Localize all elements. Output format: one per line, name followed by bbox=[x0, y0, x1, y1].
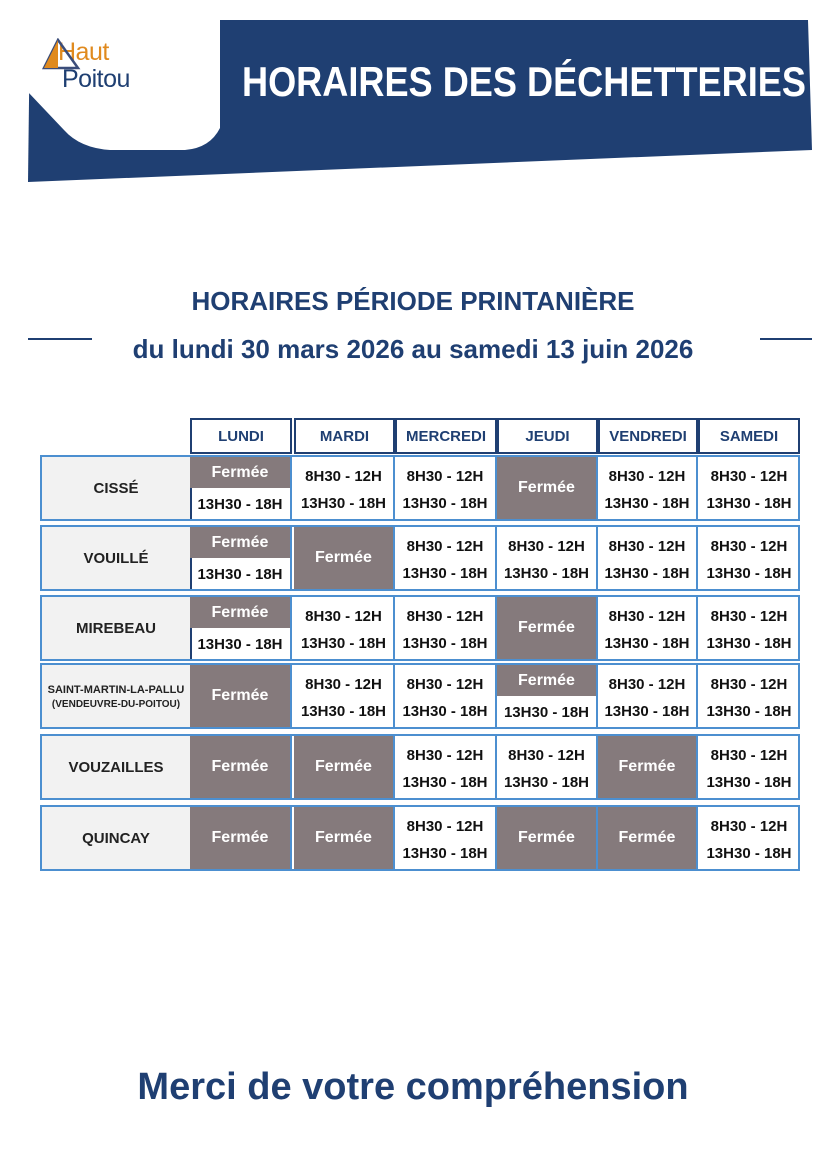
closed-label: Fermée bbox=[497, 807, 596, 869]
morning-hours: 8H30 - 12H bbox=[305, 467, 382, 485]
schedule-cell bbox=[294, 736, 395, 798]
schedule-cell bbox=[294, 457, 395, 519]
schedule-cell bbox=[294, 597, 395, 659]
morning-hours: 8H30 - 12H bbox=[406, 746, 484, 764]
afternoon-hours: 13H30 - 18H bbox=[706, 844, 792, 862]
afternoon-hours: 13H30 - 18H bbox=[604, 634, 690, 652]
afternoon-hours: 13H30 - 18H bbox=[706, 702, 792, 720]
morning-hours: 8H30 - 12H bbox=[508, 537, 585, 555]
closed-label: Fermée bbox=[598, 736, 696, 798]
closed-label: Fermée bbox=[497, 597, 596, 659]
closed-morning-label: Fermée bbox=[190, 457, 290, 488]
schedule-cell bbox=[698, 807, 800, 869]
afternoon-hours: 13H30 - 18H bbox=[604, 564, 690, 582]
afternoon-hours: 13H30 - 18H bbox=[604, 702, 690, 720]
afternoon-hours: 13H30 - 18H bbox=[503, 773, 590, 791]
site-name-cell bbox=[42, 527, 192, 589]
schedule-cell bbox=[190, 736, 292, 798]
morning-hours: 8H30 - 12H bbox=[710, 467, 788, 485]
closed-label: Fermée bbox=[190, 807, 290, 869]
schedule-cell bbox=[395, 597, 497, 659]
afternoon-hours: 13H30 - 18H bbox=[300, 702, 387, 720]
afternoon-hours: 13H30 - 18H bbox=[706, 564, 792, 582]
schedule-cell bbox=[497, 527, 598, 589]
closed-label: Fermée bbox=[294, 736, 393, 798]
schedule-cell bbox=[190, 665, 292, 727]
afternoon-hours: 13H30 - 18H bbox=[300, 634, 387, 652]
schedule-cell bbox=[395, 736, 497, 798]
thanks-message: Merci de votre compréhension bbox=[137, 1066, 689, 1108]
schedule-cell bbox=[190, 527, 292, 589]
afternoon-hours: 13H30 - 18H bbox=[706, 773, 792, 791]
afternoon-hours: 13H30 - 18H bbox=[706, 634, 792, 652]
afternoon-hours: 13H30 - 18H bbox=[402, 634, 488, 652]
site-name: MIREBEAU bbox=[75, 619, 156, 637]
site-name-cell bbox=[42, 807, 192, 869]
closed-label: Fermée bbox=[294, 527, 393, 589]
schedule-cell bbox=[395, 807, 497, 869]
day-header-0: LUNDI bbox=[190, 418, 292, 454]
morning-hours: 8H30 - 12H bbox=[710, 537, 788, 555]
schedule-cell bbox=[395, 527, 497, 589]
schedule-cell bbox=[395, 665, 497, 727]
morning-hours: 8H30 - 12H bbox=[710, 817, 788, 835]
site-name: CISSÉ bbox=[93, 479, 139, 497]
morning-hours: 8H30 - 12H bbox=[406, 467, 484, 485]
morning-hours: 8H30 - 12H bbox=[608, 675, 686, 693]
site-name-cell bbox=[42, 457, 192, 519]
morning-hours: 8H30 - 12H bbox=[710, 607, 788, 625]
afternoon-hours: 13H30 - 18H bbox=[197, 635, 283, 653]
schedule-cell bbox=[698, 527, 800, 589]
day-header-1: MARDI bbox=[294, 418, 395, 454]
schedule-cell bbox=[598, 665, 698, 727]
morning-hours: 8H30 - 12H bbox=[710, 675, 788, 693]
morning-hours: 8H30 - 12H bbox=[406, 675, 484, 693]
day-header-2: MERCREDI bbox=[395, 418, 497, 454]
schedule-cell bbox=[598, 527, 698, 589]
schedule-cell bbox=[395, 457, 497, 519]
afternoon-hours: 13H30 - 18H bbox=[503, 703, 590, 721]
morning-hours: 8H30 - 12H bbox=[406, 607, 484, 625]
morning-hours: 8H30 - 12H bbox=[710, 746, 788, 764]
closed-morning-label: Fermée bbox=[190, 527, 290, 558]
afternoon-hours: 13H30 - 18H bbox=[706, 494, 792, 512]
morning-hours: 8H30 - 12H bbox=[608, 537, 686, 555]
day-header-3: JEUDI bbox=[497, 418, 598, 454]
closed-label: Fermée bbox=[190, 665, 290, 727]
schedule-cell bbox=[497, 457, 598, 519]
schedule-cell bbox=[698, 665, 800, 727]
logo-poitou-text: Poitou bbox=[62, 65, 130, 93]
schedule-cell bbox=[698, 457, 800, 519]
afternoon-hours: 13H30 - 18H bbox=[402, 564, 488, 582]
afternoon-hours: 13H30 - 18H bbox=[197, 495, 283, 513]
logo-haut-text: Haut bbox=[58, 38, 109, 66]
afternoon-hours: 13H30 - 18H bbox=[503, 564, 590, 582]
schedule-cell bbox=[497, 665, 598, 727]
table-row bbox=[40, 525, 800, 591]
period-title: HORAIRES PÉRIODE PRINTANIÈRE bbox=[191, 286, 635, 316]
header-banner bbox=[0, 0, 826, 190]
table-row bbox=[40, 805, 800, 871]
closed-morning-label: Fermée bbox=[497, 665, 596, 696]
schedule-cell bbox=[497, 736, 598, 798]
afternoon-hours: 13H30 - 18H bbox=[300, 494, 387, 512]
site-name-cell bbox=[42, 597, 192, 659]
day-header-5: SAMEDI bbox=[698, 418, 800, 454]
morning-hours: 8H30 - 12H bbox=[305, 607, 382, 625]
schedule-cell bbox=[598, 457, 698, 519]
schedule-cell bbox=[190, 597, 292, 659]
schedule-cell bbox=[294, 807, 395, 869]
schedule-table bbox=[40, 418, 800, 878]
morning-hours: 8H30 - 12H bbox=[508, 746, 585, 764]
site-name: VOUILLÉ bbox=[83, 549, 149, 567]
table-row bbox=[40, 455, 800, 521]
afternoon-hours: 13H30 - 18H bbox=[604, 494, 690, 512]
afternoon-hours: 13H30 - 18H bbox=[402, 494, 488, 512]
afternoon-hours: 13H30 - 18H bbox=[197, 565, 283, 583]
site-subtitle: (VENDEUVRE-DU-POITOU) bbox=[51, 698, 181, 710]
morning-hours: 8H30 - 12H bbox=[608, 607, 686, 625]
schedule-cell bbox=[598, 807, 698, 869]
closed-label: Fermée bbox=[598, 807, 696, 869]
haut-poitou-logo bbox=[40, 38, 180, 128]
schedule-cell bbox=[294, 665, 395, 727]
schedule-cell bbox=[698, 597, 800, 659]
morning-hours: 8H30 - 12H bbox=[406, 817, 484, 835]
schedule-cell bbox=[497, 597, 598, 659]
closed-label: Fermée bbox=[190, 736, 290, 798]
morning-hours: 8H30 - 12H bbox=[608, 467, 686, 485]
site-name: VOUZAILLES bbox=[68, 758, 164, 776]
site-name: QUINCAY bbox=[82, 829, 150, 847]
closed-morning-label: Fermée bbox=[190, 597, 290, 628]
site-name-cell bbox=[42, 665, 192, 727]
sail-icon bbox=[40, 38, 84, 74]
site-name-cell bbox=[42, 736, 192, 798]
period-dates: du lundi 30 mars 2026 au samedi 13 juin 2026 bbox=[132, 334, 694, 364]
table-row bbox=[40, 595, 800, 661]
divider-right bbox=[760, 338, 812, 340]
afternoon-hours: 13H30 - 18H bbox=[402, 702, 488, 720]
table-row bbox=[40, 663, 800, 729]
schedule-cell bbox=[190, 807, 292, 869]
table-row bbox=[40, 734, 800, 800]
morning-hours: 8H30 - 12H bbox=[305, 675, 382, 693]
schedule-cell bbox=[598, 597, 698, 659]
schedule-cell bbox=[698, 736, 800, 798]
schedule-cell bbox=[497, 807, 598, 869]
schedule-cell bbox=[294, 527, 395, 589]
closed-label: Fermée bbox=[497, 457, 596, 519]
schedule-cell bbox=[598, 736, 698, 798]
closed-label: Fermée bbox=[294, 807, 393, 869]
afternoon-hours: 13H30 - 18H bbox=[402, 773, 488, 791]
schedule-cell bbox=[190, 457, 292, 519]
afternoon-hours: 13H30 - 18H bbox=[402, 844, 488, 862]
site-name: SAINT-MARTIN-LA-PALLU bbox=[47, 683, 185, 696]
day-header-4: VENDREDI bbox=[598, 418, 698, 454]
page-title: HORAIRES DES DÉCHETTERIES bbox=[242, 58, 806, 105]
morning-hours: 8H30 - 12H bbox=[406, 537, 484, 555]
